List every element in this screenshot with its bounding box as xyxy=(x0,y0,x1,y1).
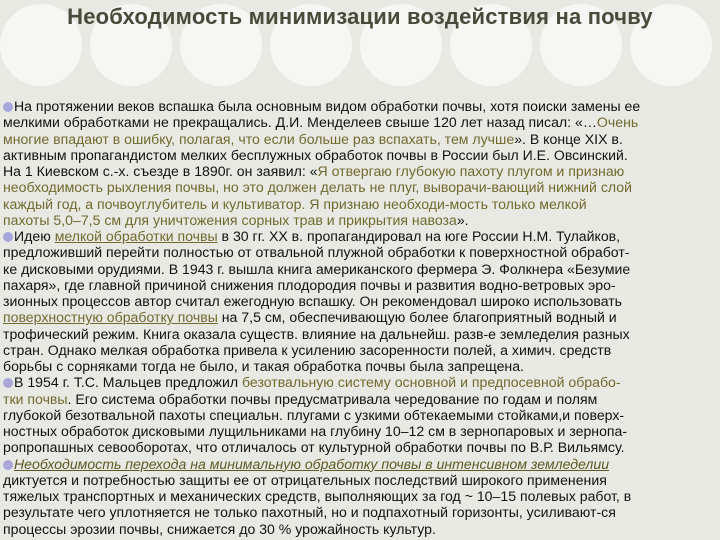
highlighted-text: каждый год, а почвоуглубитель и культиватор. Я признаю необходи-мость только мелкой xyxy=(3,195,587,212)
highlighted-text: многие впадают в ошибку, полагая, что если больше раз вспахать, тем лучше xyxy=(3,130,515,147)
text-line xyxy=(3,114,720,130)
text-segment: предложивший перейти полностью от отвальной плужной обработки к поверхностной обработ- xyxy=(3,244,630,261)
text-line xyxy=(3,98,720,114)
bullet-icon xyxy=(3,460,13,470)
text-segment: тяжелых транспортных и механических средств, выполняющих за год ~ 10–15 полевых работ, в xyxy=(3,488,632,504)
text-segment: На 1 Киевском с.-х. съезде в 1890г. он заявил: « xyxy=(3,163,318,179)
slide-title: Необходимость минимизации воздействия на почву xyxy=(67,4,653,29)
text-line xyxy=(3,179,720,195)
highlighted-text: Очень xyxy=(596,114,639,131)
text-line xyxy=(3,131,720,147)
text-line xyxy=(3,423,720,439)
bullet-icon xyxy=(3,232,13,242)
text-segment: процессы эрозии почвы, снижается до 30 % урожайность культур. xyxy=(3,520,436,537)
text-segment: диктуется и потребностью защиты ее от отрицательных последствий широкого применения xyxy=(3,471,607,488)
text-segment: Идею xyxy=(14,228,55,244)
text-segment: На протяжении веков вспашка была основным видом обработки почвы, хотя поиски замены ее xyxy=(14,98,641,114)
text-segment: на 7,5 см, обеспечивающую более благоприятный водный и xyxy=(217,309,617,326)
text-segment: ропропашных севооборотах, что отличалось от культурной обработки почвы по В.Р. Вильямсу. xyxy=(3,439,625,456)
text-segment: ». xyxy=(456,211,469,228)
text-segment: активным пропагандистом мелких бесплужных обработок почвы в России был И.Е. Овсинский. xyxy=(3,146,628,163)
text-segment: глубокой безотвальной пахоты специальн. плугами с узкими обтекаемыми стойками,и поверх- xyxy=(3,406,625,423)
bullet-icon xyxy=(3,378,13,388)
text-line xyxy=(3,147,720,163)
highlighted-text: пахоты 5,0–7,5 см для уничтожения сорных трав и прикрытия навоза xyxy=(3,211,457,228)
text-line xyxy=(3,244,720,260)
text-line xyxy=(3,504,720,520)
text-segment: зионных процессов автор считал ежегодную вспашку. Он рекомендовал широко использовать xyxy=(3,293,623,309)
text-segment: стран. Однако мелкая обработка привела к усилению засоренности полей, а химич. средств xyxy=(3,341,612,358)
highlighted-text: безотвальную систему основной и предпосевной обрабо- xyxy=(242,374,621,391)
text-segment: В 1954 г. Т.С. Мальцев предложил xyxy=(14,374,242,391)
text-line xyxy=(3,472,720,488)
text-segment: ностных обработок дисковыми лущильниками на глубину 10–12 см в зернопаровых и зернопа- xyxy=(3,423,628,439)
text-line xyxy=(3,212,720,228)
text-line xyxy=(3,488,720,504)
text-line xyxy=(3,358,720,374)
text-line xyxy=(3,309,720,325)
text-segment: пахаря», где главной причиной снижения плодородия почвы и развития водно-ветровых эро- xyxy=(3,276,616,293)
highlighted-text: поверхностную обработку почвы xyxy=(3,309,218,326)
text-line xyxy=(3,391,720,407)
text-segment: ке дисковыми орудиями. В 1943 г. вышла книга американского фермера Э. Фолкнера «Безумие xyxy=(3,260,631,277)
text-line xyxy=(3,293,720,309)
text-segment: ». В конце XIX в. xyxy=(514,130,623,147)
paragraph xyxy=(3,228,720,374)
highlighted-text: тки почвы xyxy=(3,390,68,407)
text-line xyxy=(3,521,720,537)
text-line xyxy=(3,439,720,455)
highlighted-text: Необходимость перехода на минимальную обработку почвы в интенсивном земледелии xyxy=(14,455,610,472)
text-segment: трофический режим. Книга оказала существ. влияние на дальнейш. разв-е земледелия разных xyxy=(3,325,630,342)
text-segment: результате чего уплотняется не только пахотный, но и подпахотный горизонты, усиливают-ся xyxy=(3,504,616,521)
text-segment: мелкими обработками не прекращались. Д.И. Менделеев свыше 120 лет назад писал: «… xyxy=(3,114,597,131)
paragraph xyxy=(3,456,720,537)
text-segment: в 30 гг. XX в. пропагандировал на юге России Н.М. Тулайков, xyxy=(217,228,621,244)
text-line xyxy=(3,326,720,342)
text-line xyxy=(3,342,720,358)
text-line xyxy=(3,277,720,293)
text-line xyxy=(3,374,720,390)
slide-body xyxy=(3,98,720,540)
bullet-icon xyxy=(3,102,13,112)
text-segment: борьбы с сорняками тогда не было, и такая обработка почвы была запрещена. xyxy=(3,358,524,374)
highlighted-text: мелкой обработки почвы xyxy=(54,228,218,244)
highlighted-text: необходимость рыхления почвы, но это должен делать не плуг, выворачи-вающий нижний слой xyxy=(3,179,632,196)
highlighted-text: Я отвергаю глубокую пахоту плугом и признаю xyxy=(317,163,625,179)
paragraph xyxy=(3,374,720,455)
text-line xyxy=(3,196,720,212)
text-line xyxy=(3,407,720,423)
text-line xyxy=(3,456,720,472)
text-segment: . Его система обработки почвы предусматривала чередование по годам и полям xyxy=(67,390,598,407)
text-line xyxy=(3,163,720,179)
text-line xyxy=(3,261,720,277)
text-line xyxy=(3,228,720,244)
paragraph xyxy=(3,98,720,228)
